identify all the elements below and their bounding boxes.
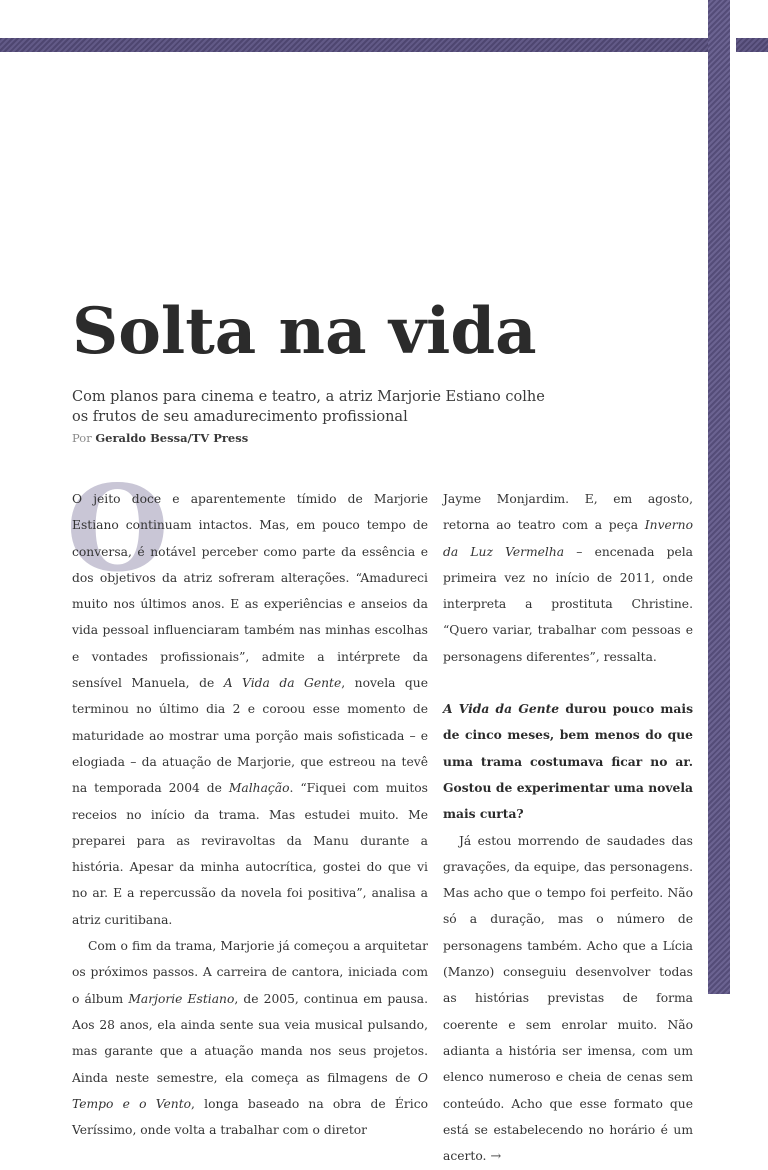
side-decorative-band (708, 0, 730, 994)
article-subtitle: Com planos para cinema e teatro, a atriz Marjorie Estiano colhe os frutos de seu amadurecimento profissional (72, 389, 545, 425)
text-run: , longa baseado na obra de Érico Veríssimo, onde volta a trabalhar com o diretor (72, 1096, 428, 1138)
italic-run: Marjorie Estiano (128, 991, 235, 1006)
text-run: O jeito doce e aparentemente tímido de Marjorie Estiano continuam intactos. Mas, em pouco tempo de conversa, é notável perceber como parte da essência e dos objetivos da atriz sofreram alterações. “Amadureci muito nos últimos anos. E as experiências e anseios da vida pessoal influenciaram também nas minhas escolhas e vontades profissionais”, admite a intérprete da sensível Manuela, de (72, 492, 428, 691)
drop-cap: O (66, 459, 169, 598)
italic-run: O Tempo e o Vento (72, 1070, 428, 1111)
paragraph-2 (72, 933, 428, 1143)
text-run: , de 2005, continua em pausa. Aos 28 anos, ela ainda sente sua veia musical pulsando, mas garante que a atuação manda nos seus projetos. Ainda neste semestre, ela começa as filmagens de (72, 991, 428, 1085)
text-run: . “Fiquei com muitos receios no início da trama. Mas estudei muito. Me preparei para as reviravoltas da Manu durante a história. Apesar da minha autocrítica, gostei do que vi no ar. E a repercussão da novela foi positiva”, analisa a atriz curitibana. (72, 781, 428, 927)
byline-prefix: Por (72, 431, 92, 445)
continue-arrow-icon: → (490, 1149, 502, 1165)
italic-run: A Vida da Gente (443, 701, 560, 717)
right-column (443, 486, 693, 1170)
interview-question (443, 696, 693, 827)
top-decorative-band (0, 38, 768, 52)
text-run: Já estou morrendo de saudades das gravações, da equipe, das personagens. Mas acho que o tempo foi perfeito. Não só a duração, mas o número de personagens também. Acho que a Lícia (Manzo) conseguiu desenvolver todas as histórias previstas de forma coerente e sem enrolar muito. Não adianta a história ser imensa, com um elenco numeroso e cheia de cenas sem conteúdo. Acho que esse formato que está se estabelecendo no horário é um acerto. (443, 833, 693, 1164)
paragraph-1 (72, 486, 428, 933)
article-byline (72, 431, 248, 445)
text-run: , novela que terminou no último dia 2 e coroou esse momento de maturidade ao mostrar uma porção mais sofisticada – e elogiada – da atuação de Marjorie, que estreou na tevê na temporada 2004 de (72, 676, 429, 796)
left-column (72, 486, 428, 1143)
text-run: Com o fim da trama, Marjorie já começou a arquitetar os próximos passos. A carreira de cantora, iniciada com o álbum (72, 939, 428, 1006)
italic-run: Inverno da Luz Vermelha (443, 518, 693, 559)
text-run: – encenada pela primeira vez no início de 2011, onde interpreta a prostituta Christine. “Quero variar, trabalhar com pessoas e personagens diferentes”, ressalta. (443, 544, 693, 664)
paragraph-3 (443, 486, 693, 670)
byline-author: Geraldo Bessa/TV Press (95, 431, 249, 445)
text-run: durou pouco mais de cinco meses, bem menos do que uma trama costumava ficar no ar. Gostou de experimentar uma novela mais curta? (443, 701, 693, 822)
italic-run: Malhação (228, 781, 290, 796)
text-run: Jayme Monjardim. E, em agosto, retorna ao teatro com a peça (443, 492, 693, 533)
interview-answer (443, 828, 693, 1170)
italic-run: A Vida da Gente (223, 676, 342, 691)
page-margin-right (736, 52, 768, 994)
article-title: Solta na vida (72, 294, 537, 369)
